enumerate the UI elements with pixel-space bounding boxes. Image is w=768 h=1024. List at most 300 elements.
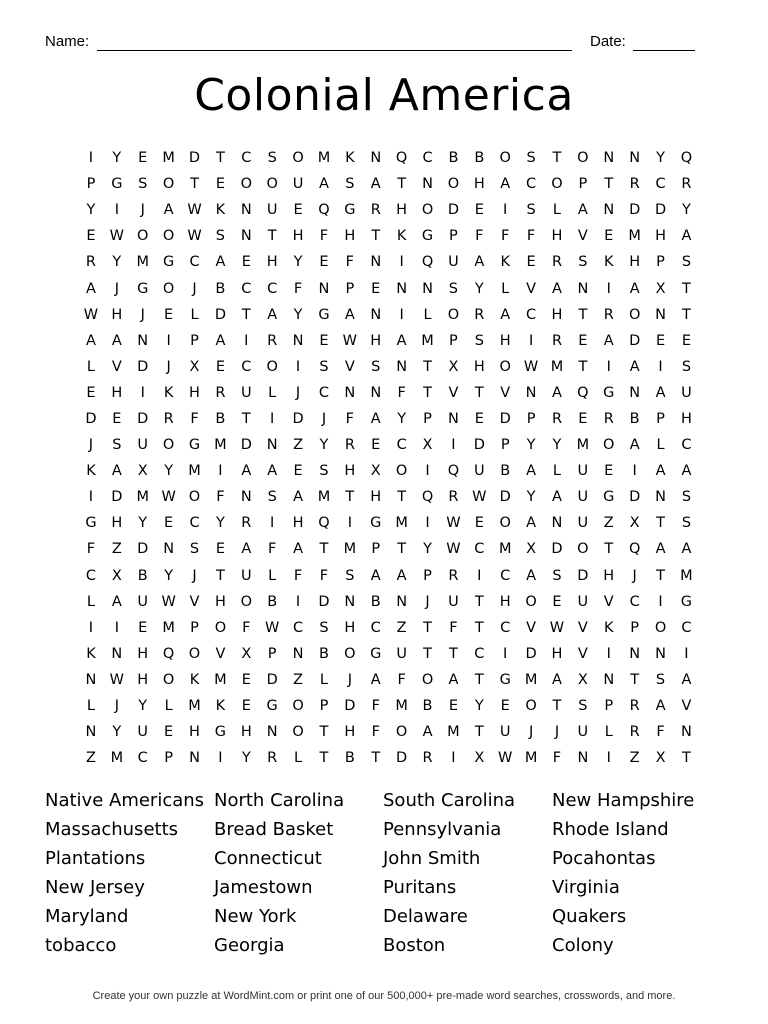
grid-letter[interactable]: L [268, 567, 277, 584]
grid-letter[interactable]: D [577, 567, 589, 584]
grid-letter[interactable]: D [137, 541, 149, 558]
grid-letter[interactable]: H [189, 724, 200, 741]
grid-letter[interactable]: Q [318, 202, 330, 219]
grid-letter[interactable]: L [656, 437, 665, 454]
grid-letter[interactable]: S [681, 358, 692, 375]
grid-letter[interactable]: A [681, 541, 692, 558]
grid-letter[interactable]: S [578, 254, 588, 271]
grid-letter[interactable]: D [137, 358, 149, 375]
grid-letter[interactable]: T [319, 750, 329, 767]
grid-letter[interactable]: C [137, 750, 148, 767]
grid-letter[interactable]: U [577, 463, 589, 480]
grid-letter[interactable]: S [267, 150, 277, 167]
grid-letter[interactable]: H [655, 228, 666, 245]
grid-letter[interactable]: G [421, 228, 434, 245]
grid-letter[interactable]: A [526, 567, 537, 584]
grid-letter[interactable]: I [399, 254, 404, 271]
grid-letter[interactable]: W [109, 228, 124, 245]
grid-letter[interactable]: A [370, 410, 381, 427]
grid-letter[interactable]: C [241, 280, 252, 297]
grid-letter[interactable]: X [629, 515, 640, 532]
grid-letter[interactable]: E [164, 306, 174, 323]
grid-letter[interactable]: Y [293, 254, 303, 271]
grid-letter[interactable]: Y [474, 698, 484, 715]
grid-letter[interactable]: U [577, 724, 589, 741]
grid-letter[interactable]: T [682, 306, 691, 323]
grid-letter[interactable]: R [603, 410, 614, 427]
grid-letter[interactable]: V [526, 280, 537, 297]
grid-letter[interactable]: M [421, 332, 434, 349]
grid-letter[interactable]: D [499, 410, 511, 427]
grid-letter[interactable]: F [242, 619, 251, 636]
grid-letter[interactable]: V [215, 645, 226, 662]
grid-letter[interactable]: T [474, 671, 484, 688]
grid-letter[interactable]: F [656, 724, 665, 741]
grid-letter[interactable]: A [655, 463, 666, 480]
grid-letter[interactable]: W [161, 593, 176, 610]
grid-letter[interactable]: M [628, 228, 641, 245]
grid-letter[interactable]: U [137, 437, 149, 454]
grid-letter[interactable]: H [629, 254, 641, 271]
grid-letter[interactable]: I [347, 515, 352, 532]
grid-letter[interactable]: A [422, 724, 433, 741]
grid-letter[interactable]: U [266, 202, 278, 219]
grid-letter[interactable]: O [292, 698, 304, 715]
grid-letter[interactable]: A [474, 254, 485, 271]
grid-letter[interactable]: C [526, 176, 537, 193]
grid-letter[interactable]: M [498, 541, 512, 558]
grid-letter[interactable]: Q [680, 150, 693, 167]
grid-letter[interactable]: N [111, 645, 123, 662]
grid-letter[interactable]: E [164, 515, 174, 532]
grid-letter[interactable]: W [342, 332, 358, 349]
grid-letter[interactable]: A [163, 202, 174, 219]
grid-letter[interactable]: M [447, 724, 460, 741]
grid-letter[interactable]: M [395, 698, 408, 715]
grid-letter[interactable]: E [86, 384, 96, 401]
grid-letter[interactable]: C [422, 150, 433, 167]
grid-letter[interactable]: T [474, 384, 484, 401]
grid-letter[interactable]: P [656, 254, 665, 271]
grid-letter[interactable]: Y [526, 437, 536, 454]
grid-letter[interactable]: D [396, 750, 408, 767]
grid-letter[interactable]: N [551, 515, 563, 532]
grid-letter[interactable]: S [578, 698, 588, 715]
grid-letter[interactable]: K [189, 671, 200, 688]
grid-letter[interactable]: C [500, 567, 511, 584]
grid-letter[interactable]: N [577, 750, 589, 767]
grid-letter[interactable]: O [162, 228, 175, 245]
grid-letter[interactable]: A [344, 306, 355, 323]
grid-letter[interactable]: O [214, 619, 227, 636]
grid-letter[interactable]: R [163, 410, 174, 427]
grid-letter[interactable]: H [473, 358, 485, 375]
grid-letter[interactable]: H [344, 724, 356, 741]
grid-letter[interactable]: L [423, 306, 432, 323]
grid-letter[interactable]: O [447, 306, 460, 323]
grid-letter[interactable]: O [292, 724, 304, 741]
grid-letter[interactable]: Q [421, 254, 434, 271]
grid-letter[interactable]: A [681, 463, 692, 480]
grid-letter[interactable]: M [214, 671, 227, 688]
grid-letter[interactable]: P [630, 619, 640, 636]
grid-letter[interactable]: H [344, 619, 356, 636]
grid-letter[interactable]: C [500, 619, 511, 636]
grid-letter[interactable]: A [629, 358, 640, 375]
grid-letter[interactable]: I [606, 750, 611, 767]
grid-letter[interactable]: I [528, 332, 534, 349]
grid-letter[interactable]: T [423, 384, 432, 401]
grid-letter[interactable]: Z [603, 515, 614, 532]
grid-letter[interactable]: L [294, 750, 303, 767]
grid-letter[interactable]: A [241, 463, 252, 480]
grid-letter[interactable]: C [85, 567, 96, 584]
grid-letter[interactable]: U [448, 254, 459, 271]
grid-letter[interactable]: P [86, 176, 96, 193]
grid-letter[interactable]: M [317, 489, 331, 506]
grid-letter[interactable]: D [111, 489, 123, 506]
grid-letter[interactable]: N [240, 202, 252, 219]
grid-letter[interactable]: A [319, 176, 329, 193]
grid-letter[interactable]: O [240, 593, 252, 610]
grid-letter[interactable]: T [578, 306, 588, 323]
grid-letter[interactable]: I [244, 332, 249, 349]
grid-letter[interactable]: T [474, 619, 484, 636]
grid-letter[interactable]: F [190, 410, 199, 427]
grid-letter[interactable]: G [318, 306, 330, 323]
grid-letter[interactable]: R [85, 254, 96, 271]
grid-letter[interactable]: H [292, 228, 304, 245]
grid-letter[interactable]: U [137, 593, 149, 610]
grid-letter[interactable]: R [448, 489, 459, 506]
grid-letter[interactable]: R [629, 724, 640, 741]
grid-letter[interactable]: U [499, 724, 511, 741]
grid-letter[interactable]: H [473, 176, 485, 193]
grid-letter[interactable]: T [448, 645, 458, 662]
grid-letter[interactable]: Y [138, 698, 148, 715]
grid-letter[interactable]: U [473, 463, 485, 480]
grid-letter[interactable]: C [241, 358, 252, 375]
grid-letter[interactable]: E [526, 254, 536, 271]
grid-letter[interactable]: K [86, 463, 96, 480]
grid-letter[interactable]: N [577, 280, 589, 297]
grid-letter[interactable]: D [525, 645, 537, 662]
grid-letter[interactable]: W [161, 489, 176, 506]
grid-letter[interactable]: A [629, 437, 640, 454]
grid-letter[interactable]: U [240, 567, 252, 584]
grid-letter[interactable]: N [137, 332, 149, 349]
grid-letter[interactable]: W [498, 750, 513, 767]
grid-letter[interactable]: A [215, 332, 226, 349]
grid-letter[interactable]: M [550, 358, 564, 375]
grid-letter[interactable]: F [397, 671, 406, 688]
grid-letter[interactable]: D [551, 541, 563, 558]
grid-letter[interactable]: T [682, 280, 691, 297]
grid-letter[interactable]: W [446, 515, 461, 532]
grid-letter[interactable]: S [526, 202, 536, 219]
grid-letter[interactable]: D [447, 202, 459, 219]
grid-letter[interactable]: K [345, 150, 355, 167]
grid-letter[interactable]: N [292, 645, 304, 662]
grid-letter[interactable]: O [421, 671, 434, 688]
grid-letter[interactable]: B [500, 463, 511, 480]
grid-letter[interactable]: I [140, 384, 145, 401]
grid-letter[interactable]: V [500, 384, 511, 401]
grid-letter[interactable]: E [241, 698, 251, 715]
grid-letter[interactable]: G [344, 202, 356, 219]
grid-letter[interactable]: T [241, 306, 251, 323]
grid-letter[interactable]: T [397, 176, 407, 193]
grid-letter[interactable]: N [655, 489, 666, 506]
grid-letter[interactable]: X [137, 463, 148, 480]
grid-letter[interactable]: J [425, 593, 430, 610]
grid-letter[interactable]: O [577, 541, 589, 558]
grid-letter[interactable]: N [396, 358, 408, 375]
grid-letter[interactable]: T [397, 541, 407, 558]
grid-letter[interactable]: C [189, 515, 200, 532]
grid-letter[interactable]: A [396, 332, 407, 349]
grid-letter[interactable]: L [86, 698, 95, 715]
grid-letter[interactable]: T [682, 750, 691, 767]
grid-letter[interactable]: T [345, 489, 355, 506]
grid-letter[interactable]: O [266, 176, 278, 193]
grid-letter[interactable]: E [241, 671, 251, 688]
grid-letter[interactable]: T [397, 489, 407, 506]
grid-letter[interactable]: D [137, 410, 149, 427]
grid-letter[interactable]: F [345, 254, 355, 271]
grid-letter[interactable]: S [681, 254, 692, 271]
grid-letter[interactable]: Q [421, 489, 434, 506]
grid-letter[interactable]: M [162, 150, 175, 167]
grid-letter[interactable]: S [681, 515, 692, 532]
grid-letter[interactable]: T [474, 593, 484, 610]
grid-letter[interactable]: P [449, 332, 458, 349]
grid-letter[interactable]: I [606, 645, 611, 662]
grid-letter[interactable]: J [528, 724, 534, 741]
grid-letter[interactable]: P [319, 698, 329, 715]
grid-letter[interactable]: X [422, 437, 433, 454]
grid-letter[interactable]: R [241, 515, 252, 532]
grid-letter[interactable]: X [448, 358, 459, 375]
grid-letter[interactable]: A [85, 280, 96, 297]
grid-letter[interactable]: E [604, 463, 614, 480]
grid-letter[interactable]: P [190, 619, 199, 636]
grid-letter[interactable]: E [215, 176, 225, 193]
grid-letter[interactable]: J [321, 410, 327, 427]
grid-letter[interactable]: A [681, 671, 692, 688]
grid-letter[interactable]: H [551, 228, 563, 245]
grid-letter[interactable]: I [295, 358, 301, 375]
grid-letter[interactable]: F [371, 724, 380, 741]
grid-letter[interactable]: T [215, 567, 225, 584]
grid-letter[interactable]: G [680, 593, 693, 610]
grid-letter[interactable]: I [218, 750, 223, 767]
grid-letter[interactable]: N [370, 384, 382, 401]
grid-letter[interactable]: Y [552, 437, 562, 454]
grid-letter[interactable]: J [192, 280, 197, 297]
grid-letter[interactable]: M [680, 567, 693, 584]
grid-letter[interactable]: G [188, 437, 201, 454]
grid-letter[interactable]: V [189, 593, 200, 610]
grid-letter[interactable]: M [214, 437, 227, 454]
grid-letter[interactable]: T [656, 567, 665, 584]
grid-letter[interactable]: I [503, 645, 508, 662]
grid-letter[interactable]: Z [293, 671, 304, 688]
grid-letter[interactable]: U [681, 384, 692, 401]
grid-letter[interactable]: P [267, 645, 277, 662]
grid-letter[interactable]: X [655, 750, 666, 767]
grid-letter[interactable]: C [293, 619, 304, 636]
grid-letter[interactable]: C [241, 150, 252, 167]
grid-letter[interactable]: O [162, 671, 175, 688]
grid-letter[interactable]: I [606, 280, 611, 297]
grid-letter[interactable]: Q [318, 515, 330, 532]
grid-letter[interactable]: X [241, 645, 252, 662]
grid-letter[interactable]: V [344, 358, 355, 375]
grid-letter[interactable]: Y [474, 280, 484, 297]
grid-letter[interactable]: L [86, 593, 95, 610]
grid-letter[interactable]: B [422, 698, 433, 715]
grid-letter[interactable]: A [629, 280, 640, 297]
grid-letter[interactable]: A [577, 202, 588, 219]
grid-letter[interactable]: C [474, 541, 485, 558]
grid-letter[interactable]: V [448, 384, 459, 401]
grid-letter[interactable]: W [472, 489, 487, 506]
grid-letter[interactable]: F [371, 698, 380, 715]
grid-letter[interactable]: A [552, 280, 562, 297]
grid-letter[interactable]: A [370, 176, 381, 193]
grid-letter[interactable]: A [370, 671, 381, 688]
grid-letter[interactable]: T [578, 358, 588, 375]
grid-letter[interactable]: Z [85, 750, 96, 767]
grid-letter[interactable]: O [499, 150, 511, 167]
grid-letter[interactable]: E [474, 202, 484, 219]
grid-letter[interactable]: I [425, 463, 430, 480]
grid-letter[interactable]: V [526, 619, 537, 636]
grid-letter[interactable]: I [166, 332, 171, 349]
grid-letter[interactable]: N [85, 671, 97, 688]
grid-letter[interactable]: C [526, 306, 537, 323]
grid-letter[interactable]: H [344, 463, 356, 480]
grid-letter[interactable]: J [166, 358, 171, 375]
grid-letter[interactable]: D [292, 410, 304, 427]
grid-letter[interactable]: H [499, 332, 511, 349]
grid-letter[interactable]: H [137, 671, 149, 688]
grid-letter[interactable]: O [499, 358, 511, 375]
grid-letter[interactable]: P [345, 280, 355, 297]
grid-letter[interactable]: T [319, 724, 329, 741]
grid-letter[interactable]: O [525, 698, 537, 715]
grid-letter[interactable]: E [86, 228, 96, 245]
grid-letter[interactable]: E [448, 698, 458, 715]
grid-letter[interactable]: M [576, 437, 590, 454]
grid-letter[interactable]: V [111, 358, 122, 375]
grid-letter[interactable]: G [370, 645, 382, 662]
grid-letter[interactable]: A [500, 306, 511, 323]
grid-letter[interactable]: K [604, 619, 614, 636]
grid-letter[interactable]: T [371, 750, 381, 767]
grid-letter[interactable]: O [188, 489, 201, 506]
grid-letter[interactable]: N [629, 645, 641, 662]
grid-letter[interactable]: R [629, 698, 640, 715]
grid-letter[interactable]: X [474, 750, 485, 767]
grid-letter[interactable]: D [654, 202, 667, 219]
grid-letter[interactable]: P [500, 437, 510, 454]
grid-letter[interactable]: B [629, 410, 640, 427]
grid-letter[interactable]: A [293, 541, 304, 558]
grid-letter[interactable]: D [318, 593, 330, 610]
grid-letter[interactable]: H [370, 332, 382, 349]
grid-letter[interactable]: N [525, 384, 537, 401]
grid-letter[interactable]: I [88, 619, 94, 636]
grid-letter[interactable]: D [629, 202, 641, 219]
grid-letter[interactable]: N [655, 645, 666, 662]
grid-letter[interactable]: M [317, 150, 331, 167]
grid-letter[interactable]: G [111, 176, 123, 193]
grid-letter[interactable]: Y [112, 254, 122, 271]
grid-letter[interactable]: A [526, 463, 537, 480]
grid-letter[interactable]: R [551, 254, 563, 271]
grid-letter[interactable]: I [684, 645, 689, 662]
grid-letter[interactable]: O [266, 358, 278, 375]
grid-letter[interactable]: O [551, 176, 563, 193]
grid-letter[interactable]: T [604, 541, 614, 558]
grid-letter[interactable]: Z [629, 750, 640, 767]
grid-letter[interactable]: K [396, 228, 407, 245]
grid-letter[interactable]: J [140, 202, 145, 219]
grid-letter[interactable]: M [524, 750, 538, 767]
grid-letter[interactable]: E [552, 593, 562, 610]
grid-letter[interactable]: I [658, 358, 663, 375]
grid-letter[interactable]: G [499, 671, 511, 688]
grid-letter[interactable]: D [214, 306, 226, 323]
grid-letter[interactable]: O [603, 437, 615, 454]
grid-letter[interactable]: V [577, 619, 588, 636]
grid-letter[interactable]: M [524, 671, 538, 688]
grid-letter[interactable]: L [268, 384, 277, 401]
grid-letter[interactable]: N [189, 750, 200, 767]
grid-letter[interactable]: I [114, 202, 119, 219]
grid-letter[interactable]: A [85, 332, 96, 349]
grid-letter[interactable]: N [318, 280, 330, 297]
grid-letter[interactable]: I [114, 619, 119, 636]
grid-letter[interactable]: J [140, 306, 145, 323]
grid-letter[interactable]: O [421, 202, 434, 219]
grid-letter[interactable]: I [270, 410, 275, 427]
grid-letter[interactable]: R [629, 176, 640, 193]
grid-letter[interactable]: M [136, 489, 149, 506]
grid-letter[interactable]: I [477, 567, 482, 584]
grid-letter[interactable]: N [422, 176, 433, 193]
grid-letter[interactable]: A [655, 541, 666, 558]
grid-letter[interactable]: P [449, 228, 458, 245]
grid-letter[interactable]: L [501, 280, 510, 297]
grid-letter[interactable]: N [292, 332, 304, 349]
grid-letter[interactable]: W [187, 202, 202, 219]
grid-letter[interactable]: R [267, 750, 278, 767]
grid-letter[interactable]: L [190, 306, 199, 323]
grid-letter[interactable]: O [654, 619, 667, 636]
grid-letter[interactable]: U [577, 515, 589, 532]
grid-letter[interactable]: N [396, 593, 408, 610]
grid-letter[interactable]: S [655, 671, 666, 688]
grid-letter[interactable]: I [425, 515, 430, 532]
grid-letter[interactable]: A [681, 228, 692, 245]
grid-letter[interactable]: T [371, 228, 381, 245]
grid-letter[interactable]: R [551, 332, 563, 349]
grid-letter[interactable]: T [319, 541, 329, 558]
grid-letter[interactable]: C [396, 437, 407, 454]
